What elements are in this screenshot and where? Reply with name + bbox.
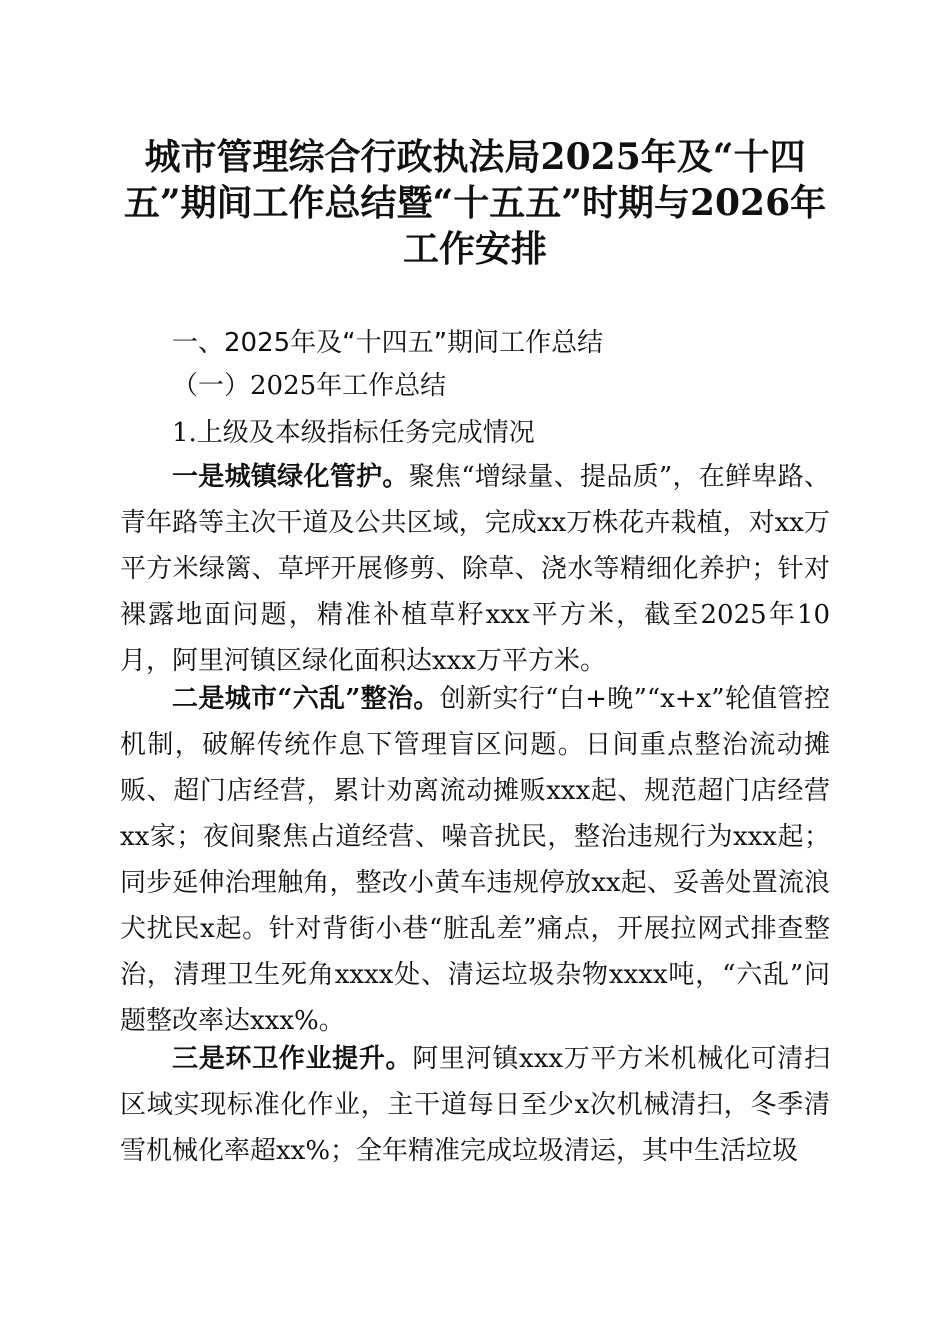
paragraph-text: 阿里河镇xxx万平方米机械化可清扫区域实现标准化作业，主干道每日至少x次机械清扫，冬季清雪机械化率超xx%；全年精准完成垃圾清运，其中生活垃圾: [120, 1044, 830, 1166]
section-heading: 一、2025年及“十四五”期间工作总结: [172, 328, 604, 358]
paragraph-lead: 二是城市“六乱”整治。: [172, 684, 440, 714]
subsection-heading: （一）2025年工作总结: [172, 371, 447, 401]
paragraph-lead: 三是环卫作业提升。: [172, 1044, 413, 1074]
paragraph-lead: 一是城镇绿化管护。: [172, 462, 409, 492]
paragraph-text: 聚焦“增绿量、提品质”，在鲜卑路、青年路等主次干道及公共区域，完成xx万株花卉栽植，对xx万平方米绿篱、草坪开展修剪、除草、浇水等精细化养护；针对裸露地面问题，精准补植草籽xxx平方米，截至2025年10月，阿里河镇区绿化面积达xxx万平方米。: [120, 462, 830, 676]
paragraph-greening: [120, 454, 830, 684]
paragraph-text: 创新实行“白+晚”“x+x”轮值管控机制，破解传统作息下管理盲区问题。日间重点整治流动摊贩、超门店经营，累计劝离流动摊贩xxx起、规范超门店经营xx家；夜间聚焦占道经营、噪音扰民，整治违规行为xxx起；同步延伸治理触角，整改小黄车违规停放xx起、妥善处置流浪犬扰民x起。针对背街小巷“脏乱差”痛点，开展拉网式排查整治，清理卫生死角xxxx处、清运垃圾杂物xxxx吨，“六乱”问题整改率达xxx%。: [120, 684, 830, 1036]
item-heading: 1.上级及本级指标任务完成情况: [172, 418, 535, 448]
paragraph-six-chaos: [120, 676, 830, 1044]
paragraph-sanitation: [120, 1036, 830, 1174]
document-title: 城市管理综合行政执法局2025年及“十四五”期间工作总结暨“十五五”时期与2026年工作安排: [123, 136, 827, 270]
